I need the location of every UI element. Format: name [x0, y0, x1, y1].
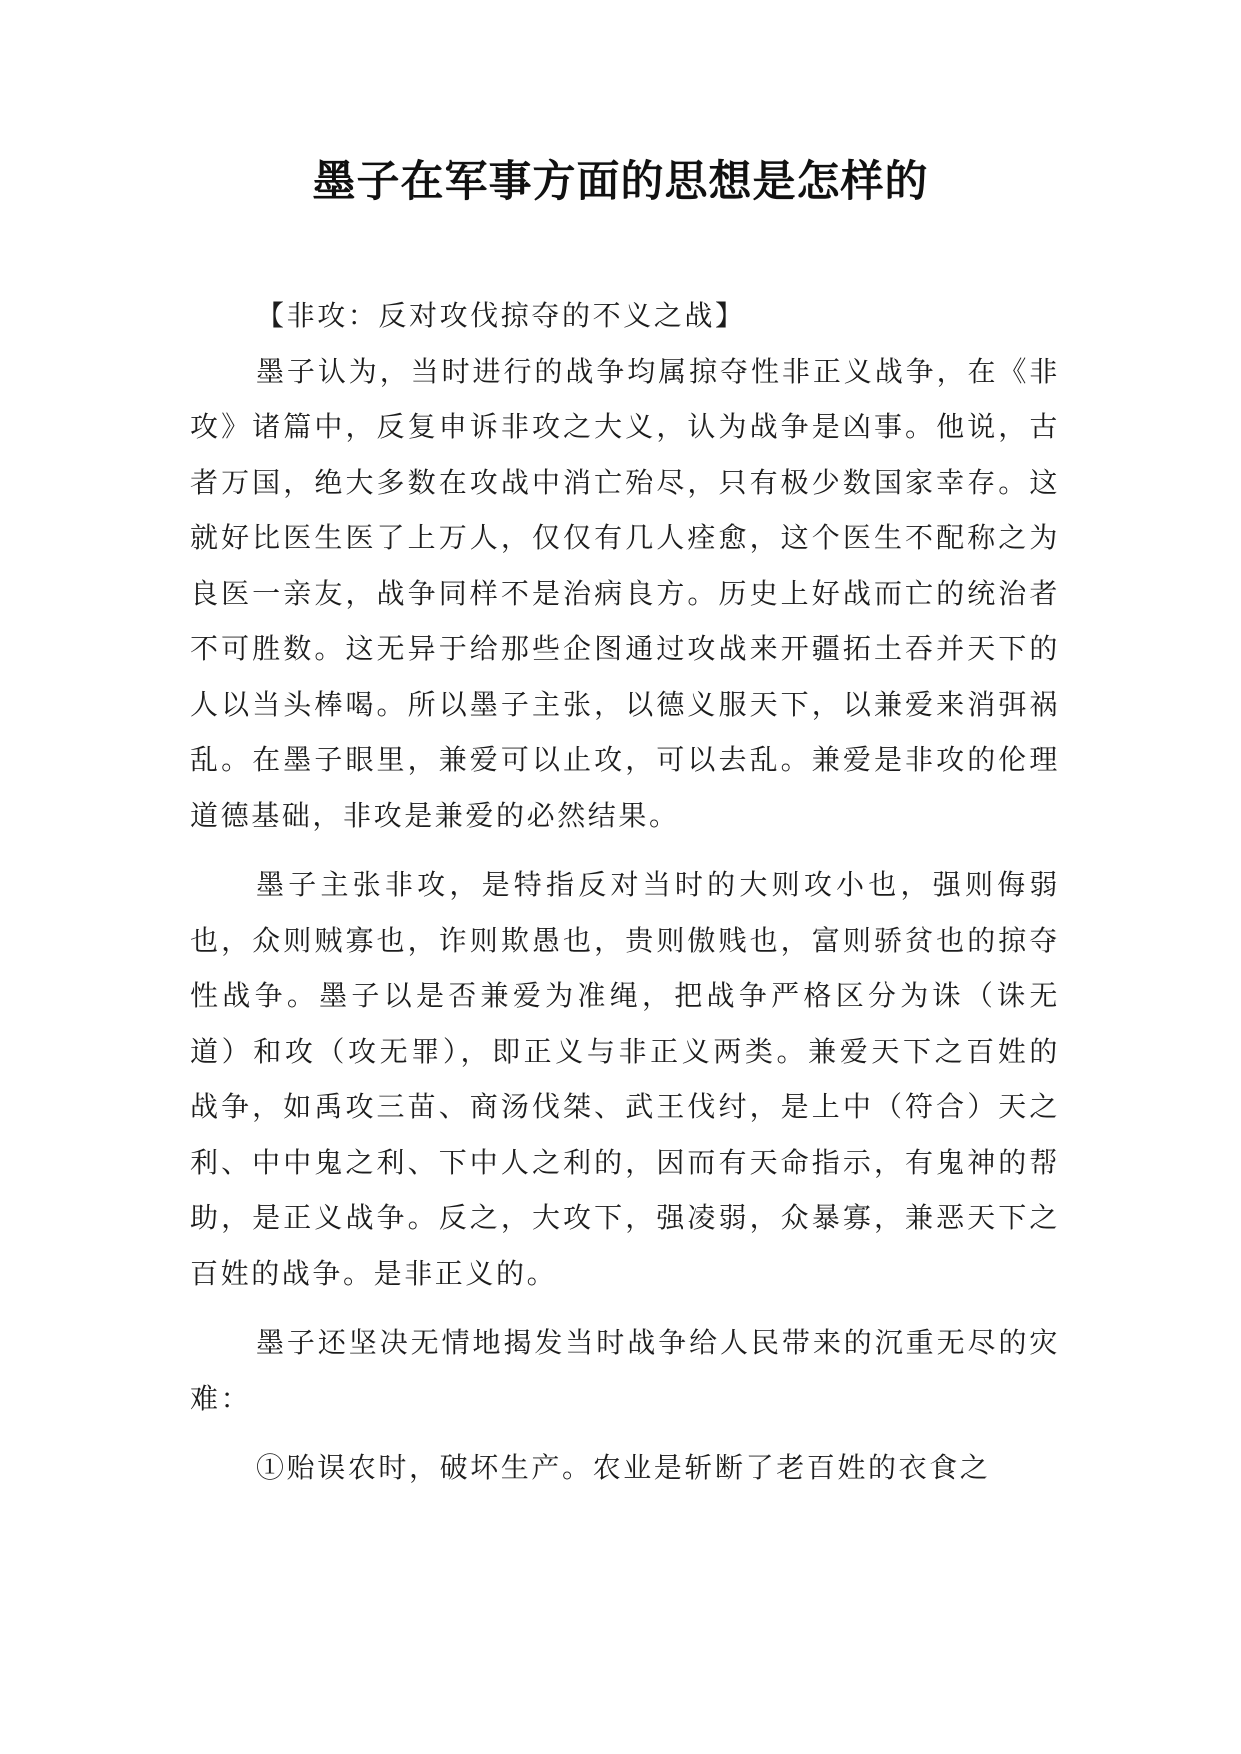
section-heading: 【非攻：反对攻伐掠夺的不义之战】: [256, 299, 746, 332]
paragraph-2: 墨子主张非攻，是特指反对当时的大则攻小也，强则侮弱也，众则贼寡也，诈则欺愚也，贵则傲贱也，富则骄贫也的掠夺性战争。墨子以是否兼爱为准绳，把战争严格区分为诛（诛无道）和攻（攻无罪），即正义与非正义两类。兼爱天下之百姓的战争，如禹攻三苗、商汤伐桀、武王伐纣，是上中（符合）天之利、中中鬼之利、下中人之利的，因而有天命指示，有鬼神的帮助，是正义战争。反之，大攻下，强凌弱，众暴寡，兼恶天下之百姓的战争。是非正义的。: [190, 868, 1060, 1290]
paragraph-3: 墨子还坚决无情地揭发当时战争给人民带来的沉重无尽的灾难：: [190, 1326, 1060, 1415]
document-body: [190, 288, 1060, 1496]
paragraph-4: ①贻误农时，破坏生产。农业是斩断了老百姓的衣食之: [256, 1451, 991, 1484]
document-title: 墨子在军事方面的思想是怎样的: [312, 157, 929, 207]
paragraph-1: 墨子认为，当时进行的战争均属掠夺性非正义战争，在《非攻》诸篇中，反复申诉非攻之大义，认为战争是凶事。他说，古者万国，绝大多数在攻战中消亡殆尽，只有极少数国家幸存。这就好比医生医了上万人，仅仅有几人痊愈，这个医生不配称之为良医一亲友，战争同样不是治病良方。历史上好战而亡的统治者不可胜数。这无异于给那些企图通过攻战来开疆拓土吞并天下的人以当头棒喝。所以墨子主张，以德义服天下，以兼爱来消弭祸乱。在墨子眼里，兼爱可以止攻，可以去乱。兼爱是非攻的伦理道德基础，非攻是兼爱的必然结果。: [190, 354, 1060, 832]
